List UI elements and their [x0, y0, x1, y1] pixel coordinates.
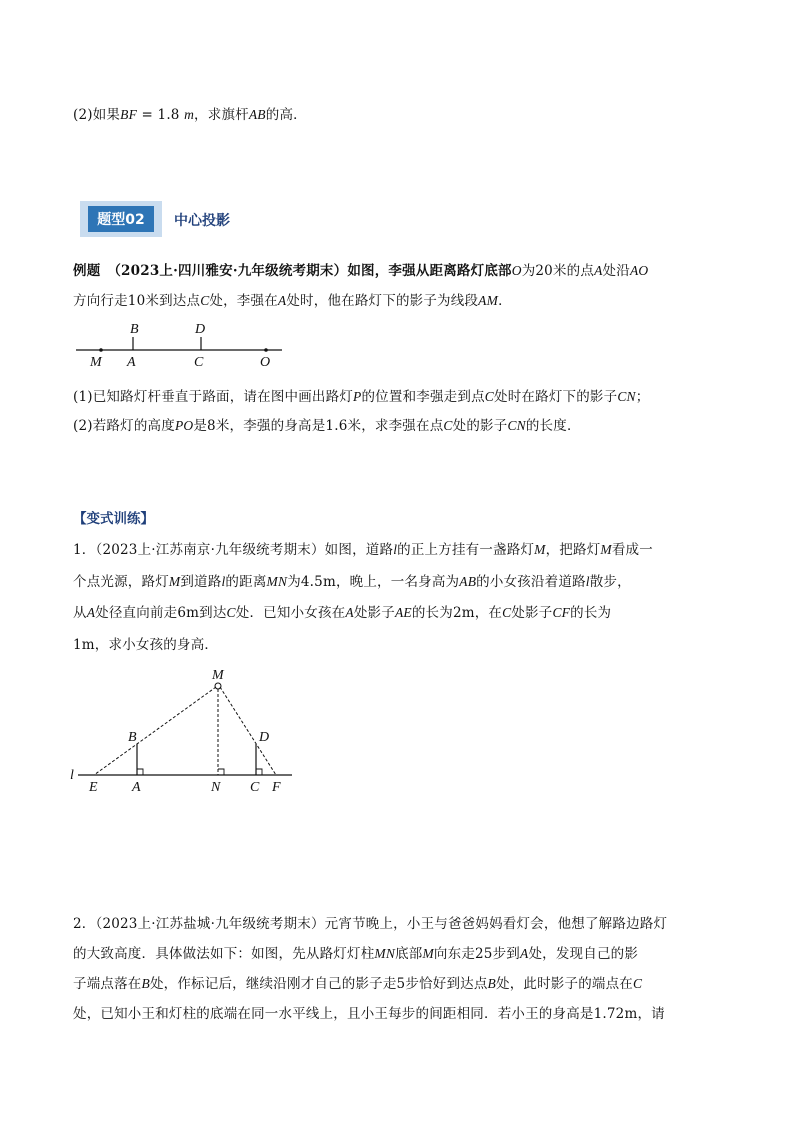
var: AM: [478, 293, 499, 308]
text: 个点光源，路灯: [73, 574, 169, 590]
text: 处沿: [602, 263, 630, 279]
label-n: N: [211, 780, 221, 795]
label-m: M: [212, 668, 224, 683]
var: A: [520, 946, 529, 961]
variant-training-title: 【变式训练】: [73, 511, 154, 527]
var: M: [600, 542, 612, 557]
var: AB: [248, 107, 266, 122]
var: AO: [629, 263, 649, 278]
unit: m: [184, 107, 195, 122]
var: C: [502, 605, 512, 620]
text: 处，发现自己的影: [528, 946, 639, 962]
text: 的长为: [570, 605, 612, 621]
text: 到道路: [180, 574, 222, 590]
right-angle-n: [218, 769, 224, 775]
problem-2-line-2: [73, 942, 638, 962]
label-l: l: [70, 768, 74, 783]
problem-2-line-3: [73, 972, 642, 992]
label-a: A: [127, 355, 136, 370]
text: ．: [498, 293, 512, 309]
text: 的长度．: [525, 418, 581, 434]
text: 看成一: [611, 542, 653, 558]
text: 处，李强在: [209, 293, 278, 309]
var: C: [443, 418, 453, 433]
var: M: [168, 574, 181, 589]
var: C: [484, 389, 495, 404]
var: M: [422, 946, 434, 961]
text: (1)已知路灯杆垂直于路面，请在图中画出路灯: [73, 389, 354, 405]
label-c: C: [250, 780, 260, 795]
text: 为20米的点: [521, 263, 595, 279]
text: 的位置和李强走到点: [361, 389, 485, 405]
var: P: [353, 389, 362, 404]
lamp-m: [215, 683, 221, 689]
problem-2-line-1: 2．（2023上·江苏盐城·九年级统考期末）元宵节晚上，小王与爸爸妈妈看灯会，他想了解路边路灯: [73, 916, 668, 932]
var: CN: [507, 418, 526, 433]
text: 处时，他在路灯下的影子为线段: [286, 293, 479, 309]
var: A: [277, 293, 287, 308]
text: 例题 （2023上·四川雅安·九年级统考期末）如图，李强从距离路灯底部: [73, 263, 512, 279]
text: (2)若路灯的高度: [73, 418, 175, 434]
var: B: [141, 976, 150, 991]
right-angle-a: [137, 769, 143, 775]
var: C: [633, 976, 643, 991]
text: 的距离: [225, 574, 267, 590]
var: CF: [552, 605, 571, 620]
text: 从: [73, 605, 87, 621]
var: PO: [174, 418, 194, 433]
text: 散步，: [589, 574, 631, 590]
label-a: A: [132, 780, 141, 795]
var: C: [226, 605, 236, 620]
text: 的大致高度．具体做法如下：如图，先从路灯灯柱: [73, 946, 375, 962]
var: M: [534, 542, 546, 557]
var: B: [487, 976, 496, 991]
text: 处，作标记后，继续沿刚才自己的影子走5步恰好到达点: [149, 976, 488, 992]
var: O: [511, 263, 522, 278]
text: ，把路灯: [545, 542, 601, 558]
label-d: D: [195, 322, 206, 337]
text: 处影子: [511, 605, 553, 621]
text: 的正上方挂有一盏路灯: [397, 542, 535, 558]
text: 处，此时影子的端点在: [496, 976, 633, 992]
var: BF: [120, 107, 138, 122]
var: C: [200, 293, 210, 308]
label-b: B: [128, 730, 137, 745]
text: 底部: [395, 946, 423, 962]
text: 处径直向前走6m到达: [95, 605, 227, 621]
text: 方向行走10米到达点: [73, 293, 201, 309]
problem-2-line-4: 处，已知小王和灯柱的底端在同一水平线上，且小王每步的间距相同．若小王的身高是1.72m，请: [73, 1006, 665, 1022]
var: AE: [394, 605, 412, 620]
text: ；: [635, 389, 650, 405]
label-b: B: [130, 322, 139, 337]
text: 处时在路灯下的影子: [494, 389, 618, 405]
text: 的小女孩沿着道路: [476, 574, 586, 590]
var: l: [393, 542, 398, 557]
label-d: D: [259, 730, 270, 745]
text: 1．（2023上·江苏南京·九年级统考期末）如图，道路: [73, 542, 394, 558]
text: 子端点落在: [73, 976, 142, 992]
text: 的长为2m，在: [411, 605, 503, 621]
var: l: [221, 574, 226, 589]
label-f: F: [272, 780, 281, 795]
text: 的高．: [265, 107, 307, 123]
label-o: O: [260, 355, 271, 370]
badge-label: 题型02: [88, 206, 154, 232]
right-angle-c: [256, 769, 262, 775]
var: AB: [459, 574, 477, 589]
var: A: [594, 263, 603, 278]
text: 处．已知小女孩在: [235, 605, 346, 621]
text: 向东走25步到: [433, 946, 520, 962]
var: A: [345, 605, 354, 620]
text: 处影子: [353, 605, 395, 621]
text: (2)如果: [73, 107, 121, 123]
ray-me: [94, 687, 216, 775]
var: MN: [266, 574, 288, 589]
label-e: E: [89, 780, 98, 795]
label-m: M: [90, 355, 102, 370]
section-title: 中心投影: [174, 213, 230, 229]
text: 处的影子: [452, 418, 508, 434]
label-c: C: [194, 355, 204, 370]
var: CN: [617, 389, 636, 404]
problem-1-line-4: 1m，求小女孩的身高．: [73, 637, 219, 653]
text: = 1.8: [137, 107, 185, 123]
text: 为4.5m，晚上，一名身高为: [287, 574, 460, 590]
var: l: [585, 574, 590, 589]
var: MN: [374, 946, 396, 961]
text: ，求旗杆: [194, 107, 249, 123]
var: A: [86, 605, 96, 620]
text: 是8米，李强的身高是1.6米，求李强在点: [193, 418, 444, 434]
